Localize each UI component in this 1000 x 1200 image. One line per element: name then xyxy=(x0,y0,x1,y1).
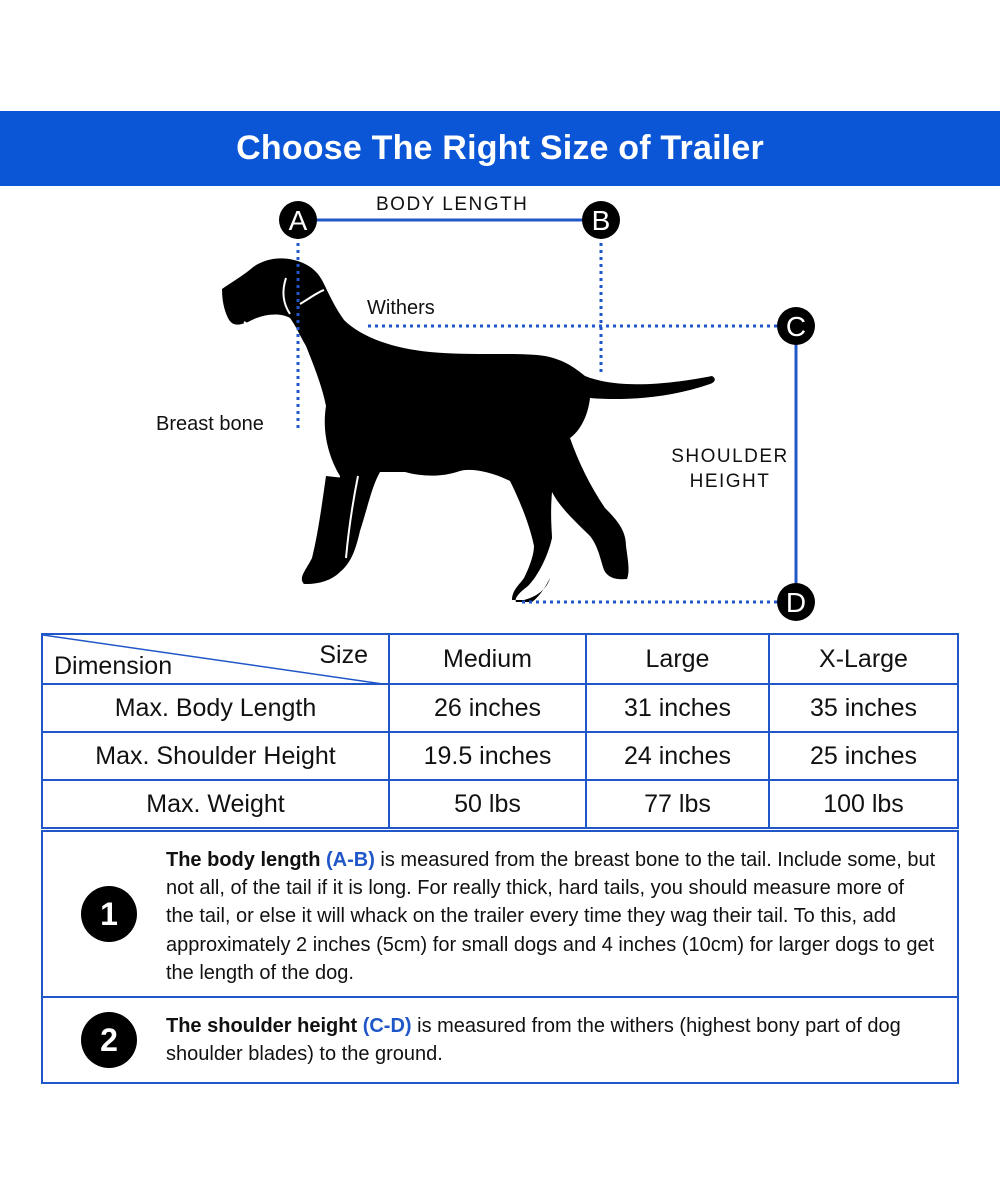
note-number-badge: 2 xyxy=(81,1012,137,1068)
table-cell: 24 inches xyxy=(586,732,769,780)
note-lead: The shoulder height xyxy=(166,1015,358,1037)
note-number-cell xyxy=(42,997,166,1083)
point-b-label: B xyxy=(591,205,611,236)
table-row xyxy=(42,684,958,732)
note-lead: The body length xyxy=(166,849,321,871)
note-code: (A-B) xyxy=(326,849,375,871)
notes-table xyxy=(41,830,959,1084)
point-b-marker xyxy=(582,201,620,239)
row-label-shoulder-height: Max. Shoulder Height xyxy=(42,732,389,780)
shoulder-height-label-line1: SHOULDER xyxy=(671,446,789,467)
note-number-badge: 1 xyxy=(81,886,137,942)
row-label-body-length: Max. Body Length xyxy=(42,684,389,732)
point-a-label: A xyxy=(288,205,308,236)
table-cell: 25 inches xyxy=(769,732,958,780)
note-row xyxy=(42,831,958,997)
dog-measurement-diagram xyxy=(0,186,1000,626)
column-header-large: Large xyxy=(586,634,769,684)
point-d-marker xyxy=(777,583,815,621)
table-cell: 26 inches xyxy=(389,684,586,732)
shoulder-height-label-line2: HEIGHT xyxy=(689,471,771,492)
page-title: Choose The Right Size of Trailer xyxy=(236,129,764,167)
note-text xyxy=(166,846,937,987)
size-table xyxy=(41,633,959,829)
breast-bone-label: Breast bone xyxy=(156,413,264,435)
corner-dimension-label: Dimension xyxy=(54,652,173,680)
withers-label: Withers xyxy=(367,297,435,319)
note-body: is measured from the withers (highest bony part of dog shoulder blades) to the ground. xyxy=(166,1015,901,1066)
note-row xyxy=(42,997,958,1083)
body-length-label: BODY LENGTH xyxy=(376,194,529,215)
column-header-medium: Medium xyxy=(389,634,586,684)
point-c-label: C xyxy=(785,311,807,342)
table-cell: 19.5 inches xyxy=(389,732,586,780)
table-cell: 100 lbs xyxy=(769,780,958,828)
point-c-marker xyxy=(777,307,815,345)
note-body: is measured from the breast bone to the tail. Include some, but not all, of the tail if it is long. For really thick, hard tails, you should measure more of the tail, or else it will whack on the trailer every time they wag their tail. To this, add approximately 2 inches (5cm) for small dogs and 4 inches (10cm) for larger dogs to get the length of the dog. xyxy=(166,849,936,984)
point-a-marker xyxy=(279,201,317,239)
note-text-cell xyxy=(166,831,958,997)
corner-cell xyxy=(42,634,389,684)
shoulder-height-label xyxy=(670,444,790,494)
note-text xyxy=(166,1012,937,1068)
title-banner xyxy=(0,111,1000,186)
note-text-cell xyxy=(166,997,958,1083)
row-label-weight: Max. Weight xyxy=(42,780,389,828)
corner-size-label: Size xyxy=(319,641,368,669)
diagram-graphic xyxy=(0,186,1000,626)
table-header-row xyxy=(42,634,958,684)
table-cell: 77 lbs xyxy=(586,780,769,828)
table-cell: 35 inches xyxy=(769,684,958,732)
dog-silhouette xyxy=(222,258,715,602)
note-code: (C-D) xyxy=(362,1015,412,1037)
table-row xyxy=(42,780,958,828)
table-row xyxy=(42,732,958,780)
table-cell: 31 inches xyxy=(586,684,769,732)
table-cell: 50 lbs xyxy=(389,780,586,828)
note-number-cell xyxy=(42,831,166,997)
point-d-label: D xyxy=(785,587,807,618)
column-header-xlarge: X-Large xyxy=(769,634,958,684)
